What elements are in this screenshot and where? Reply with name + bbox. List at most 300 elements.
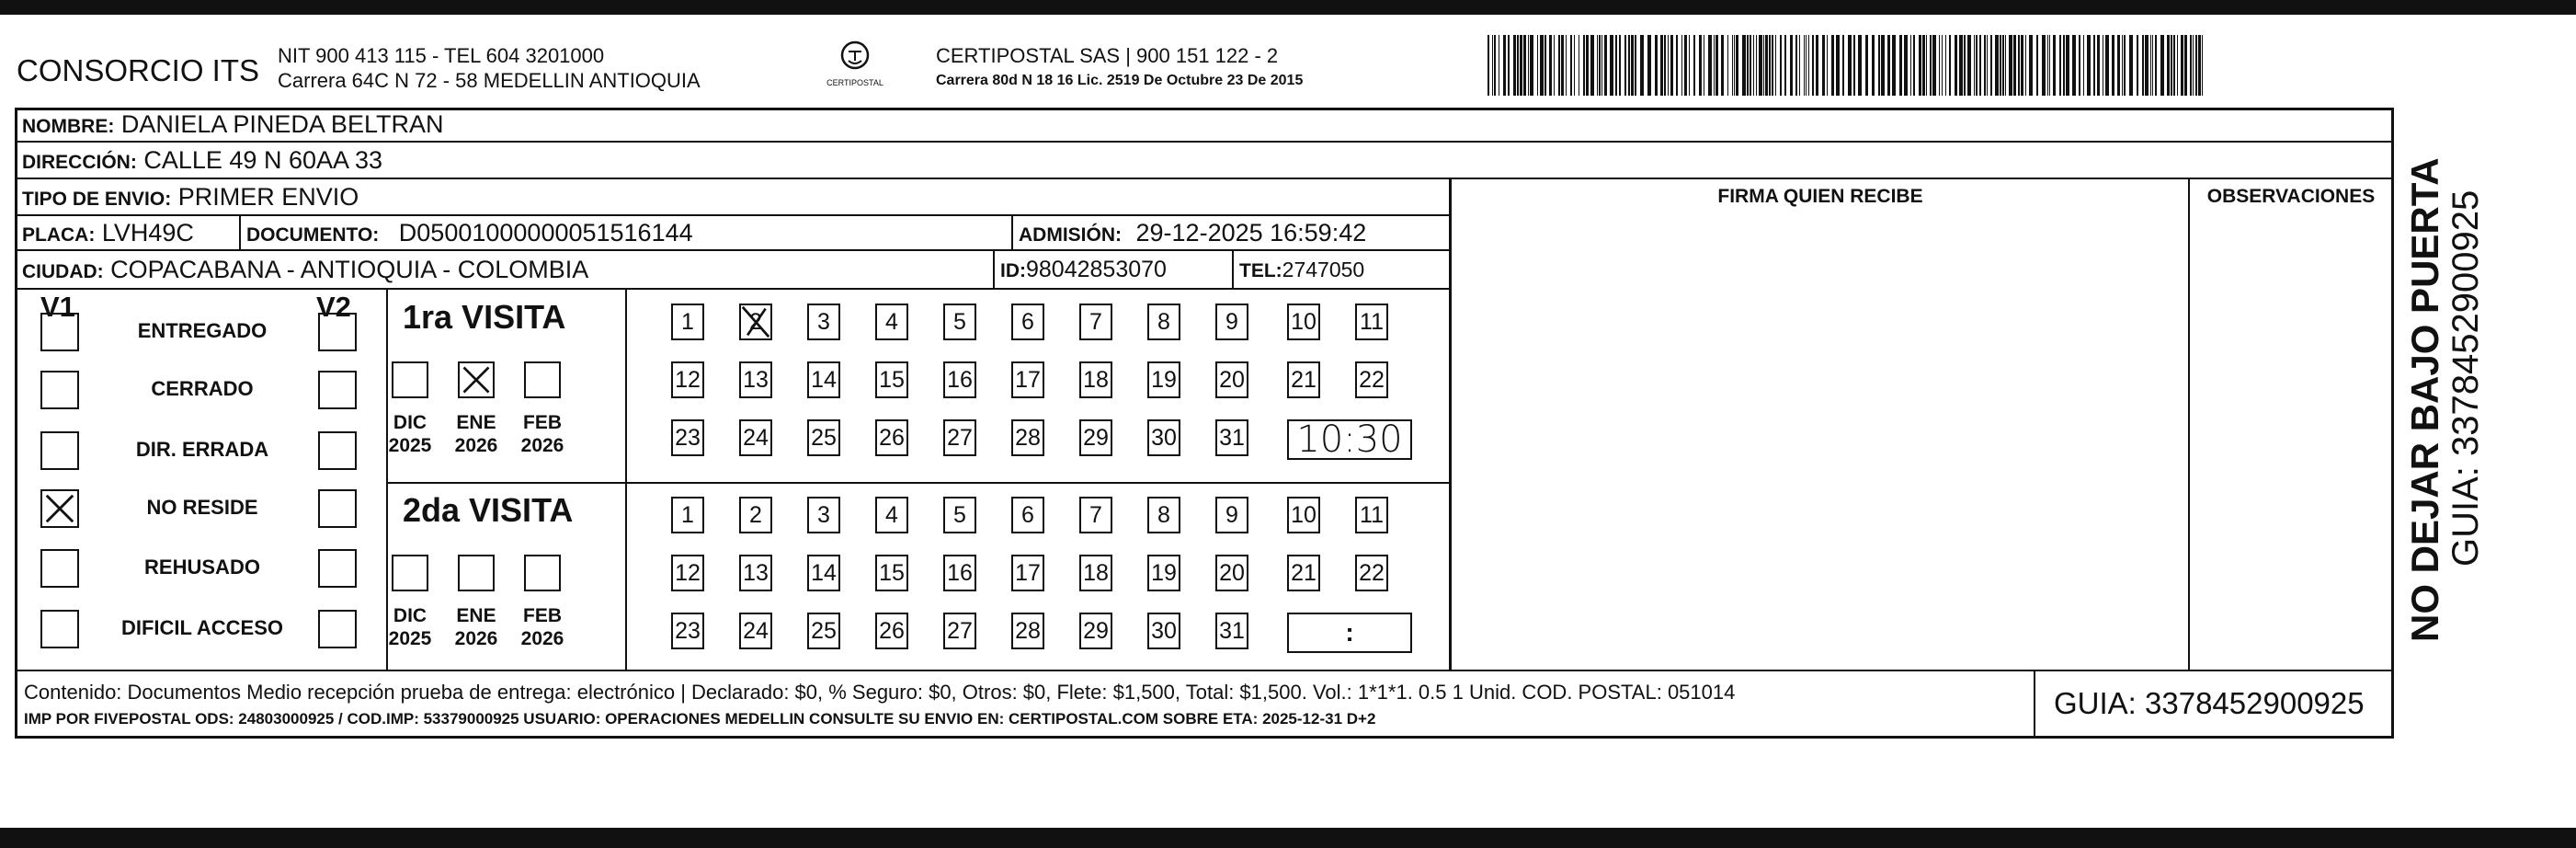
day-box[interactable]: 4 <box>875 304 908 340</box>
barcode-bar <box>1848 35 1852 96</box>
barcode-bar <box>1689 35 1690 96</box>
day-box[interactable]: 1 <box>671 497 704 533</box>
barcode-bar <box>1964 35 1966 96</box>
barcode-bar <box>1517 35 1519 96</box>
certipostal-name: CERTIPOSTAL SAS | 900 151 122 - 2 <box>936 44 1279 67</box>
side-guia: GUIA: 3378452900925 <box>2445 189 2486 567</box>
day-box[interactable]: 2 <box>739 304 772 340</box>
barcode-bar <box>1842 35 1844 96</box>
barcode-bar <box>1566 35 1567 96</box>
day-box[interactable]: 3 <box>807 497 840 533</box>
barcode-bar <box>1586 35 1589 96</box>
barcode-bar <box>1899 35 1902 96</box>
day-box[interactable]: 30 <box>1147 613 1180 649</box>
day-box[interactable]: 27 <box>943 613 976 649</box>
day-box[interactable]: 12 <box>671 361 704 398</box>
barcode-bar <box>1799 35 1800 96</box>
status-label: DIR. ERRADA <box>135 438 269 461</box>
barcode-bar <box>1910 35 1911 96</box>
day-box[interactable]: 25 <box>807 419 840 456</box>
barcode-bar <box>1597 35 1598 96</box>
barcode-bar <box>1822 35 1825 96</box>
barcode-bar <box>1979 35 1981 96</box>
barcode-bar <box>1955 35 1957 96</box>
month-checkbox[interactable] <box>524 361 561 398</box>
admision-value: 29-12-2025 16:59:42 <box>1135 219 1367 246</box>
footer-imp: IMP POR FIVEPOSTAL ODS: 24803000925 / COD.IMP: 53379000925 USUARIO: OPERACIONES MEDELLIN CONSULTE SU ENVIO EN: CERTIPOSTAL.COM SOBRE ETA: 2025-12-31 D+2 <box>24 710 1376 728</box>
barcode-bar <box>1780 35 1782 96</box>
barcode-bar <box>1558 35 1560 96</box>
documento-field <box>246 219 693 249</box>
barcode-bar <box>2129 35 2133 96</box>
company-name: CONSORCIO ITS <box>17 53 260 87</box>
barcode-bar <box>2005 35 2006 96</box>
certipostal-logo <box>818 39 892 99</box>
day-box[interactable]: 20 <box>1215 361 1248 398</box>
day-box[interactable]: 1 <box>671 304 704 340</box>
barcode-bar <box>1887 35 1890 96</box>
barcode-bar <box>1967 35 1971 96</box>
row-line-footer <box>15 670 2394 671</box>
barcode-bar <box>2047 35 2048 96</box>
day-box[interactable]: 7 <box>1079 497 1112 533</box>
barcode-bar <box>2066 35 2069 96</box>
month-year: 2025 <box>388 628 432 649</box>
tipo-envio-value: PRIMER ENVIO <box>177 183 359 211</box>
day-box[interactable]: 17 <box>1011 361 1044 398</box>
documento-value: D05001000000051516144 <box>398 219 693 246</box>
row-line-5 <box>15 288 1451 290</box>
barcode-bar <box>2145 35 2149 96</box>
placa-field <box>22 219 194 249</box>
barcode-bar <box>2152 35 2153 96</box>
month-label: DIC <box>393 605 427 626</box>
barcode-bar <box>1750 35 1751 96</box>
day-box[interactable]: 18 <box>1079 361 1112 398</box>
barcode-bar <box>1932 35 1936 96</box>
direccion-value: CALLE 49 N 60AA 33 <box>143 146 383 174</box>
day-box[interactable]: 11 <box>1355 304 1388 340</box>
barcode-bar <box>1756 35 1757 96</box>
barcode-bar <box>1892 35 1896 96</box>
month-label: FEB <box>523 605 562 626</box>
barcode-bar <box>1742 35 1746 96</box>
top-border-bar <box>0 0 2576 15</box>
barcode-bar <box>1804 35 1805 96</box>
barcode-bar <box>1949 35 1951 96</box>
barcode-bar <box>1881 35 1885 96</box>
direccion-field <box>22 146 382 177</box>
day-box[interactable]: 15 <box>875 361 908 398</box>
tipo-envio-field <box>22 183 359 213</box>
day-box[interactable]: 29 <box>1079 419 1112 456</box>
barcode-bar <box>1904 35 1908 96</box>
tipo-envio-label: TIPO DE ENVIO: <box>22 189 172 210</box>
barcode-bar <box>1508 35 1510 96</box>
barcode-bar <box>1684 35 1687 96</box>
barcode-bar <box>1549 35 1552 96</box>
day-box[interactable]: 14 <box>807 555 840 591</box>
barcode-bar <box>1520 35 1522 96</box>
id-divider <box>993 249 995 288</box>
day-box[interactable]: 24 <box>739 613 772 649</box>
barcode-bar <box>1681 35 1682 96</box>
observaciones-left-line <box>2188 178 2190 670</box>
barcode-bar <box>1853 35 1855 96</box>
company-address: Carrera 64C N 72 - 58 MEDELLIN ANTIOQUIA <box>278 69 701 92</box>
barcode-bar <box>1668 35 1669 96</box>
bottom-border-bar <box>0 828 2576 848</box>
barcode-bar <box>2083 35 2084 96</box>
barcode-bar <box>1631 35 1634 96</box>
barcode-bar <box>2000 35 2001 96</box>
barcode-bar <box>1540 35 1544 96</box>
month-checkbox[interactable] <box>392 555 428 591</box>
time-box[interactable]: : <box>1287 613 1412 653</box>
v1-checkbox[interactable] <box>40 313 79 351</box>
barcode-bar <box>2049 35 2050 96</box>
day-box[interactable]: 3 <box>807 304 840 340</box>
v1-checkbox[interactable] <box>40 489 79 528</box>
barcode-bar <box>1640 35 1644 96</box>
barcode-bar <box>1784 35 1786 96</box>
ciudad-label: CIUDAD: <box>22 261 104 282</box>
barcode-bar <box>1715 35 1718 96</box>
barcode-bar <box>1878 35 1880 96</box>
tel-divider <box>1232 249 1234 288</box>
barcode-bar <box>2124 35 2126 96</box>
barcode-bar <box>1836 35 1840 96</box>
barcode-bar <box>1655 35 1658 96</box>
month-year: 2026 <box>454 435 498 456</box>
barcode-bar <box>2160 35 2164 96</box>
day-box[interactable]: 19 <box>1147 361 1180 398</box>
barcode-bar <box>2137 35 2138 96</box>
barcode-bar <box>2122 35 2123 96</box>
barcode-bar <box>1604 35 1607 96</box>
barcode-bar <box>1721 35 1724 96</box>
barcode-bar <box>1610 35 1613 96</box>
barcode-bar <box>1693 35 1695 96</box>
visit-divider <box>386 482 1451 484</box>
month-label: ENE <box>456 412 496 433</box>
certipostal-address: Carrera 80d N 18 16 Lic. 2519 De Octubre 23 De 2015 <box>936 73 1304 88</box>
v2-checkbox[interactable] <box>318 610 357 648</box>
barcode-bar <box>2018 35 2020 96</box>
barcode-bar <box>2063 35 2065 96</box>
day-box[interactable]: 16 <box>943 555 976 591</box>
barcode-bar <box>1647 35 1651 96</box>
month-label: DIC <box>393 412 427 433</box>
status-label: ENTREGADO <box>137 319 268 342</box>
v2-checkbox[interactable] <box>318 549 357 588</box>
barcode-bar <box>1808 35 1809 96</box>
frame-bottom-line <box>15 736 2394 739</box>
tel-label: TEL: <box>1239 260 1282 281</box>
visit-title: 1ra VISITA <box>403 298 566 336</box>
day-box[interactable]: 17 <box>1011 555 1044 591</box>
barcode-bar <box>1816 35 1818 96</box>
day-box[interactable]: 4 <box>875 497 908 533</box>
barcode-bar <box>1865 35 1868 96</box>
barcode-bar <box>1930 35 1932 96</box>
v2-checkbox[interactable] <box>318 313 357 351</box>
barcode-bar <box>2184 35 2187 96</box>
barcode-bar <box>1959 35 1963 96</box>
row-line-2 <box>15 178 2394 179</box>
barcode-bar <box>1494 35 1496 96</box>
barcode-bar <box>1619 35 1621 96</box>
day-box[interactable]: 28 <box>1011 419 1044 456</box>
barcode-bar <box>1554 35 1555 96</box>
day-box[interactable]: 25 <box>807 613 840 649</box>
barcode-bar <box>1772 35 1773 96</box>
barcode-bar <box>1759 35 1762 96</box>
barcode-bar <box>1635 35 1636 96</box>
month-year: 2025 <box>388 435 432 456</box>
day-box[interactable]: 8 <box>1147 497 1180 533</box>
day-box[interactable]: 10 <box>1287 497 1320 533</box>
footer-guia: GUIA: 3378452900925 <box>2054 686 2365 720</box>
logo-text: CERTIPOSTAL <box>826 78 883 87</box>
day-box[interactable]: 26 <box>875 419 908 456</box>
barcode-bar <box>1736 35 1738 96</box>
day-box[interactable]: 21 <box>1287 555 1320 591</box>
barcode-bar <box>1747 35 1749 96</box>
firma-column-header: FIRMA QUIEN RECIBE <box>1717 186 1923 207</box>
barcode-bar <box>1544 35 1546 96</box>
barcode-bar <box>1523 35 1526 96</box>
barcode-bar <box>2195 35 2197 96</box>
barcode-bar <box>1913 35 1915 96</box>
barcode-bar <box>2105 35 2109 96</box>
direccion-label: DIRECCIÓN: <box>22 152 137 173</box>
barcode-bar <box>1831 35 1834 96</box>
v1-checkbox[interactable] <box>40 371 79 409</box>
day-box[interactable]: 22 <box>1355 361 1388 398</box>
barcode-bar <box>2198 35 2201 96</box>
barcode-bar <box>2190 35 2192 96</box>
barcode-bar <box>1590 35 1594 96</box>
barcode-bar <box>1734 35 1735 96</box>
barcode-bar <box>1987 35 1988 96</box>
status-label: DIFICIL ACCESO <box>120 616 283 639</box>
barcode-bar <box>1503 35 1506 96</box>
day-box[interactable]: 14 <box>807 361 840 398</box>
day-box[interactable]: 18 <box>1079 555 1112 591</box>
v1-header: V1 <box>40 291 75 323</box>
barcode-bar <box>1670 35 1673 96</box>
status-label: CERRADO <box>151 377 254 400</box>
month-checkbox[interactable] <box>458 361 495 398</box>
v2-checkbox[interactable] <box>318 489 357 528</box>
barcode-bar <box>1872 35 1875 96</box>
day-box[interactable]: 11 <box>1355 497 1388 533</box>
placa-label: PLACA: <box>22 224 96 246</box>
day-box[interactable]: 2 <box>739 497 772 533</box>
frame-left-line <box>15 108 17 739</box>
admision-field <box>1019 219 1366 249</box>
barcode-bar <box>1732 35 1733 96</box>
day-box[interactable]: 5 <box>943 497 976 533</box>
month-checkbox[interactable] <box>392 361 428 398</box>
barcode-bar <box>1513 35 1516 96</box>
footer-contenido: Contenido: Documentos Medio recepción prueba de entrega: electrónico | Declarado: $0, % Seguro: $0, Otros: $0, Flete: $1,500, Total: $1,500. Vol.: 1*1*1. 0.5 1 Unid. COD. POSTAL: 051014 <box>24 681 1736 704</box>
barcode-bar <box>1753 35 1754 96</box>
barcode-bar <box>2181 35 2183 96</box>
barcode-bar <box>2173 35 2175 96</box>
barcode-bar <box>1806 35 1807 96</box>
barcode-bar <box>1922 35 1925 96</box>
barcode-bar <box>1990 35 1992 96</box>
barcode-bar <box>1976 35 1978 96</box>
day-box[interactable]: 29 <box>1079 613 1112 649</box>
id-value: 98042853070 <box>1026 257 1167 282</box>
day-box[interactable]: 31 <box>1215 613 1248 649</box>
month-days-divider <box>625 288 627 670</box>
v1-checkbox[interactable] <box>40 431 79 470</box>
guia-box-divider <box>2034 671 2035 736</box>
barcode-bar <box>2171 35 2172 96</box>
barcode-bar <box>1537 35 1538 96</box>
barcode-bar <box>1919 35 1921 96</box>
barcode-bar <box>1775 35 1776 96</box>
tel-field <box>1239 256 1364 285</box>
barcode-bar <box>2013 35 2016 96</box>
day-box[interactable]: 12 <box>671 555 704 591</box>
barcode-bar <box>1714 35 1715 96</box>
id-label: ID: <box>1000 260 1026 281</box>
v2-checkbox[interactable] <box>318 371 357 409</box>
barcode-bar <box>1942 35 1943 96</box>
barcode-bar <box>2142 35 2144 96</box>
barcode-bar <box>2155 35 2157 96</box>
barcode-bar <box>1570 35 1572 96</box>
time-box[interactable]: 10:30 <box>1287 419 1412 460</box>
day-box[interactable]: 9 <box>1215 304 1248 340</box>
status-label: NO RESIDE <box>146 496 258 519</box>
barcode-bar <box>2072 35 2076 96</box>
day-box[interactable]: 6 <box>1011 497 1044 533</box>
barcode-bar <box>2177 35 2178 96</box>
barcode-bar <box>1795 35 1797 96</box>
nombre-value: DANIELA PINEDA BELTRAN <box>120 110 444 138</box>
barcode-bar <box>1765 35 1768 96</box>
placa-value: LVH49C <box>101 219 194 246</box>
day-box[interactable]: 16 <box>943 361 976 398</box>
day-box[interactable]: 19 <box>1147 555 1180 591</box>
barcode-bar <box>1699 35 1702 96</box>
day-box[interactable]: 22 <box>1355 555 1388 591</box>
v2-checkbox[interactable] <box>318 431 357 470</box>
day-box[interactable]: 24 <box>739 419 772 456</box>
day-box[interactable]: 28 <box>1011 613 1044 649</box>
barcode-bar <box>2202 35 2203 96</box>
admision-divider <box>1011 214 1013 251</box>
barcode-bar <box>1769 35 1771 96</box>
ciudad-value: COPACABANA - ANTIOQUIA - COLOMBIA <box>110 256 589 283</box>
day-box[interactable]: 9 <box>1215 497 1248 533</box>
barcode-bar <box>1492 35 1493 96</box>
visit-title: 2da VISITA <box>403 491 574 529</box>
barcode-bar <box>1676 35 1678 96</box>
placa-divider <box>239 214 241 251</box>
row-line-4 <box>15 249 1451 251</box>
barcode-bar <box>2042 35 2046 96</box>
day-box[interactable]: 13 <box>739 555 772 591</box>
company-nit-tel: NIT 900 413 115 - TEL 604 3201000 <box>278 44 605 67</box>
day-box[interactable]: 27 <box>943 419 976 456</box>
barcode-bar <box>2193 35 2194 96</box>
barcode-bar <box>2021 35 2023 96</box>
barcode-bar <box>1812 35 1814 96</box>
day-box[interactable]: 5 <box>943 304 976 340</box>
day-box[interactable]: 30 <box>1147 419 1180 456</box>
barcode-bar <box>2167 35 2170 96</box>
barcode-bar <box>2097 35 2100 96</box>
barcode-bar <box>1827 35 1828 96</box>
day-box[interactable]: 15 <box>875 555 908 591</box>
barcode-bar <box>2087 35 2091 96</box>
day-box[interactable]: 31 <box>1215 419 1248 456</box>
id-field <box>1000 256 1167 285</box>
month-checkbox[interactable] <box>458 555 495 591</box>
barcode-bar <box>2117 35 2120 96</box>
barcode-bar <box>1487 35 1489 96</box>
barcode-bar <box>1939 35 1940 96</box>
day-box[interactable]: 26 <box>875 613 908 649</box>
month-label: ENE <box>456 605 496 626</box>
nombre-field <box>22 110 443 141</box>
day-box[interactable]: 23 <box>671 613 704 649</box>
month-year: 2026 <box>454 628 498 649</box>
day-box[interactable]: 8 <box>1147 304 1180 340</box>
day-box[interactable]: 13 <box>739 361 772 398</box>
day-box[interactable]: 10 <box>1287 304 1320 340</box>
status-label: REHUSADO <box>144 556 260 579</box>
barcode-bar <box>1561 35 1564 96</box>
barcode-bar <box>2002 35 2004 96</box>
barcode-bar <box>1530 35 1533 96</box>
day-box[interactable]: 23 <box>671 419 704 456</box>
barcode-bar <box>1790 35 1793 96</box>
barcode-bar <box>2036 35 2038 96</box>
documento-label: DOCUMENTO: <box>246 224 380 246</box>
day-box[interactable]: 6 <box>1011 304 1044 340</box>
barcode-bar <box>1945 35 1946 96</box>
barcode-bar <box>2009 35 2012 96</box>
month-label: FEB <box>523 412 562 433</box>
day-box[interactable]: 21 <box>1287 361 1320 398</box>
barcode-bar <box>1601 35 1602 96</box>
nombre-label: NOMBRE: <box>22 116 115 137</box>
no-dejar-bajo-puerta: NO DEJAR BAJO PUERTA <box>2403 157 2446 642</box>
barcode-bar <box>1615 35 1617 96</box>
v1-checkbox[interactable] <box>40 549 79 588</box>
barcode-bar <box>1708 35 1712 96</box>
v1-checkbox[interactable] <box>40 610 79 648</box>
barcode-bar <box>2112 35 2114 96</box>
month-checkbox[interactable] <box>524 555 561 591</box>
barcode-bar <box>1727 35 1728 96</box>
v2-header: V2 <box>316 291 351 323</box>
day-box[interactable]: 20 <box>1215 555 1248 591</box>
admision-label: ADMISIÓN: <box>1019 224 1122 246</box>
barcode-bar <box>1974 35 1975 96</box>
barcode-bar <box>1858 35 1862 96</box>
day-box[interactable]: 7 <box>1079 304 1112 340</box>
tel-value: 2747050 <box>1282 258 1365 281</box>
